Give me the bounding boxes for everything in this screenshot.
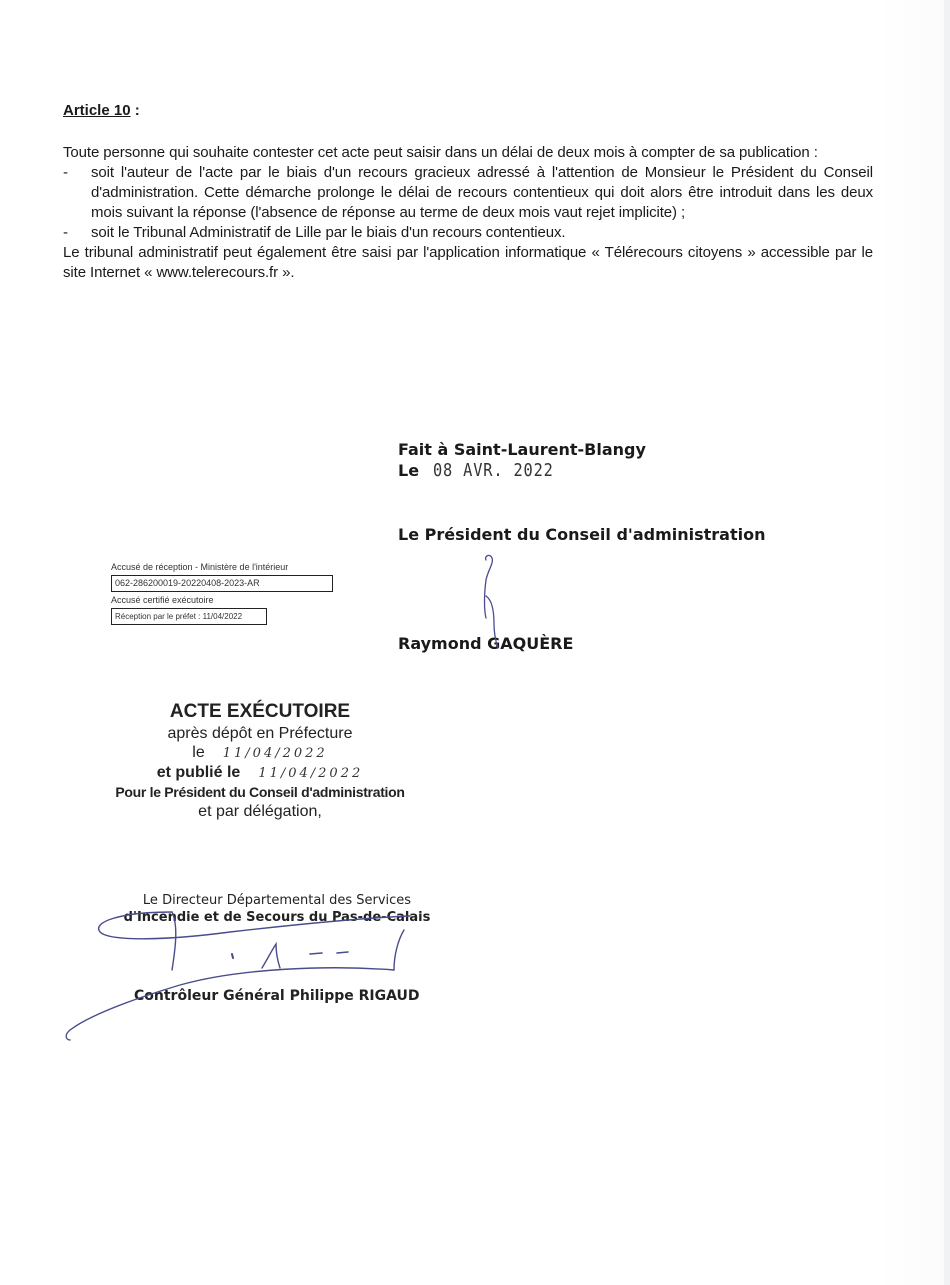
article-number: Article 10	[63, 102, 131, 119]
stamp-certified: Accusé certifié exécutoire	[111, 595, 214, 605]
executory-title: ACTE EXÉCUTOIRE	[169, 701, 351, 722]
published-date: 11/04/2022	[258, 766, 364, 781]
executory-line1: après dépôt en Préfecture	[167, 725, 353, 742]
article-title: Article 10 :	[63, 102, 140, 119]
executory-block	[110, 700, 410, 821]
bullet-text: soit l'auteur de l'acte par le biais d'un recours gracieux adressé à l'attention de Monsieur le Président du Conseil d'administration. Cette démarche prolonge le délai de recours contentieux qui doit alors être introduit dans les deux mois suivant la réponse (l'absence de réponse au terme de deux mois vaut rejet implicite) ;	[91, 164, 873, 221]
executory-line5: et par délégation,	[198, 803, 322, 820]
receipt-stamp	[111, 561, 333, 627]
president-title: Le Président du Conseil d'administration	[398, 525, 766, 544]
article-body	[63, 143, 873, 283]
deposit-line: le 11/04/2022	[192, 744, 328, 761]
page-edge	[944, 0, 950, 1285]
stamp-reception: Réception par le préfet : 11/04/2022	[111, 608, 267, 625]
president-name: Raymond GAQUÈRE	[398, 634, 574, 653]
bullet-marker: -	[63, 164, 68, 181]
article-intro: Toute personne qui souhaite contester cet acte peut saisir dans un délai de deux mois à compter de sa publication :	[63, 144, 818, 161]
signature-place-date	[398, 440, 646, 482]
bullet-text: soit le Tribunal Administratif de Lille par le biais d'un recours contentieux.	[91, 224, 566, 241]
date-label: Le	[398, 461, 420, 480]
director-title: Le Directeur Départemental des Services d'Incendie et de Secours du Pas-de-Calais	[123, 893, 431, 925]
list-item	[63, 223, 873, 243]
deposit-date: 11/04/2022	[222, 746, 328, 761]
signature-place: Fait à Saint-Laurent-Blangy	[398, 440, 646, 459]
stamp-reference: 062-286200019-20220408-2023-AR	[111, 575, 333, 592]
signature-date	[398, 460, 646, 482]
article-closing: Le tribunal administratif peut également être saisi par l'application informatique « Télérecours citoyens » accessible par le site Internet « www.telerecours.fr ».	[63, 244, 873, 281]
bullet-marker: -	[63, 224, 68, 241]
executory-line4: Pour le Président du Conseil d'administration	[115, 784, 405, 800]
director-name: Contrôleur Général Philippe RIGAUD	[134, 988, 420, 1004]
date-stamp: 08 AVR. 2022	[433, 460, 554, 481]
list-item	[63, 163, 873, 223]
stamp-header: Accusé de réception - Ministère de l'intérieur	[111, 562, 289, 572]
published-line: et publié le 11/04/2022	[156, 764, 364, 781]
